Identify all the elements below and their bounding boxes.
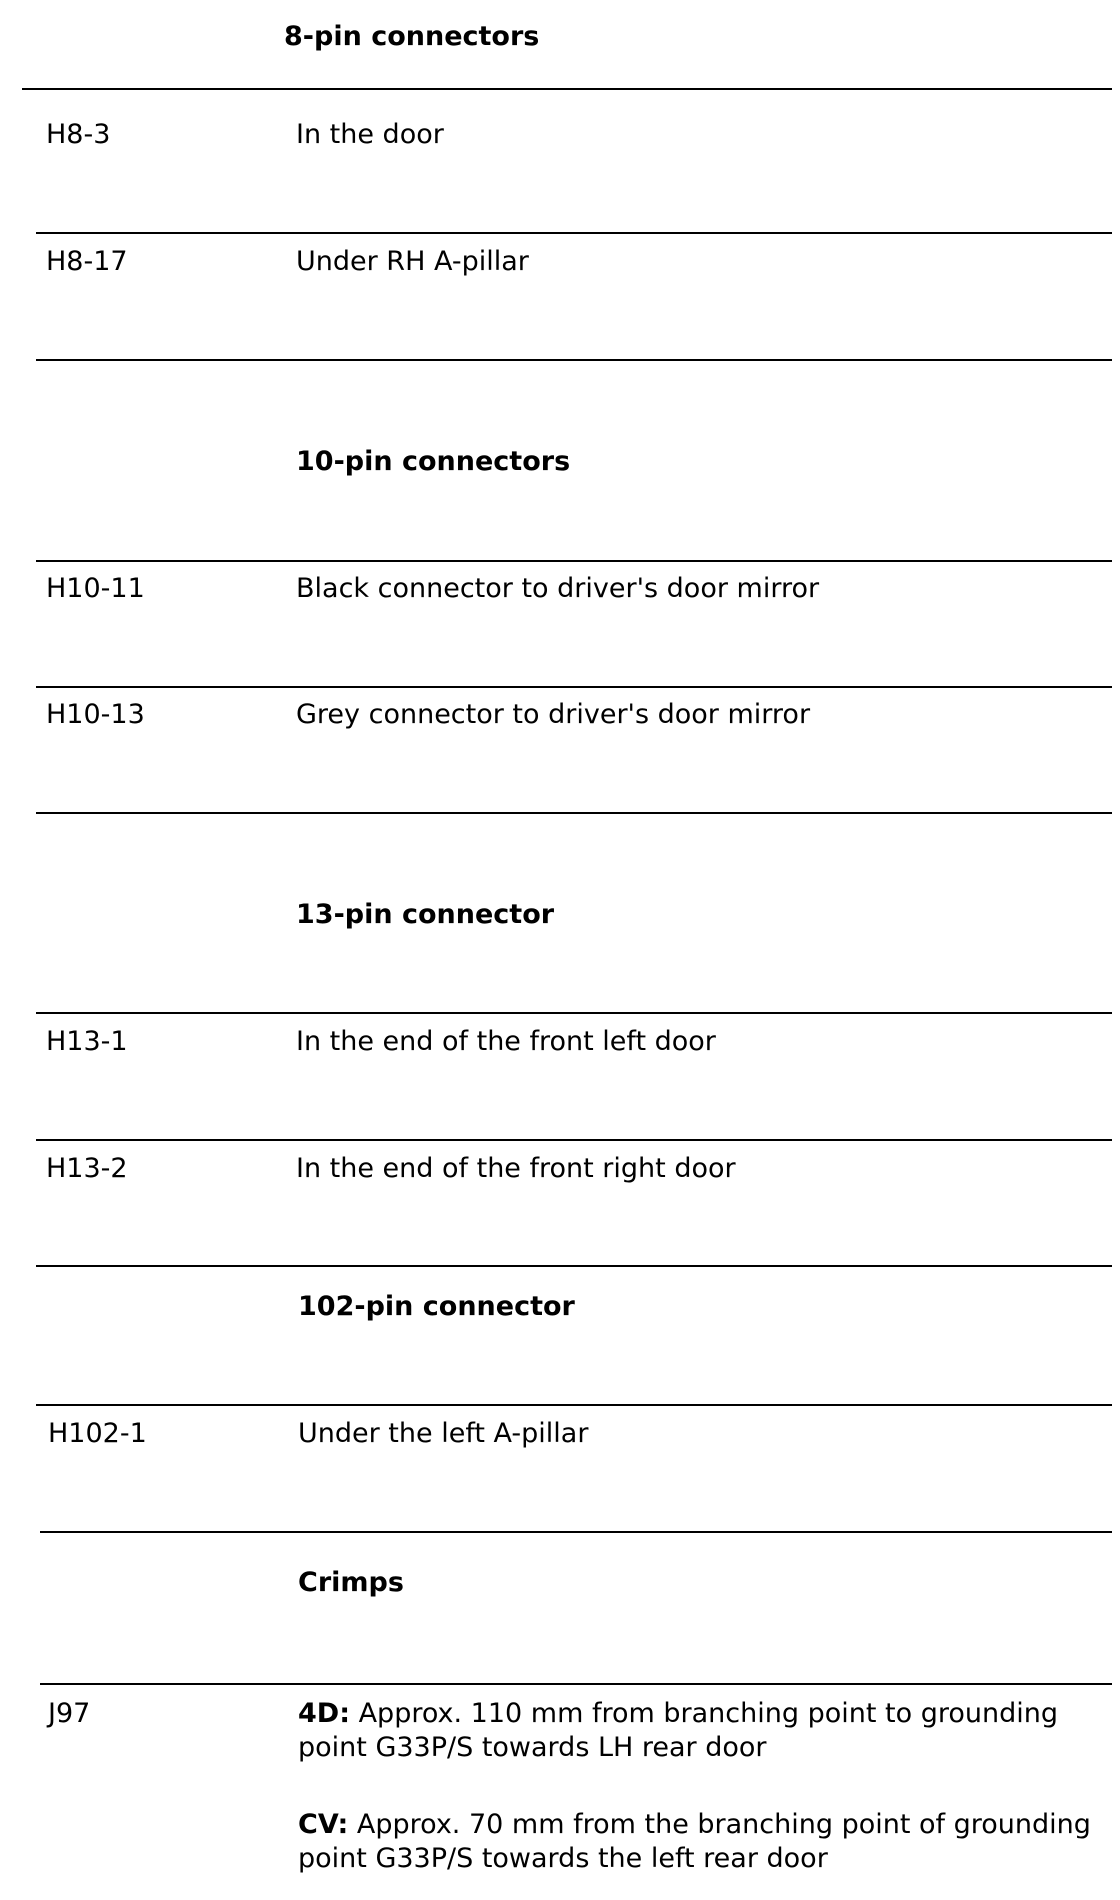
table-divider bbox=[36, 812, 1112, 814]
connector-code: H10-11 bbox=[46, 573, 145, 604]
table-divider bbox=[36, 686, 1112, 688]
connector-code: H102-1 bbox=[48, 1418, 147, 1449]
connector-location: In the door bbox=[296, 119, 444, 150]
note-text: Approx. 110 mm from branching point to grounding point G33P/S towards LH rear door bbox=[298, 1698, 1058, 1763]
table-divider bbox=[36, 1139, 1112, 1141]
table-divider bbox=[36, 232, 1112, 234]
section-heading-crimps: Crimps bbox=[298, 1567, 404, 1598]
crimp-note-cv bbox=[298, 1808, 1120, 1876]
connector-code: H8-3 bbox=[46, 119, 111, 150]
section-heading-10-pin: 10-pin connectors bbox=[296, 446, 571, 477]
crimp-note-4d bbox=[298, 1697, 1120, 1765]
table-divider bbox=[40, 1531, 1112, 1533]
table-divider bbox=[22, 88, 1112, 90]
table-divider bbox=[36, 1265, 1112, 1267]
note-text: Approx. 70 mm from the branching point of grounding point G33P/S towards the left rear door bbox=[298, 1809, 1091, 1874]
table-divider bbox=[36, 560, 1112, 562]
note-label: CV: bbox=[298, 1809, 349, 1840]
note-label: 4D: bbox=[298, 1698, 350, 1729]
connector-location: Grey connector to driver's door mirror bbox=[296, 699, 811, 730]
connector-location: In the end of the front right door bbox=[296, 1153, 736, 1184]
section-heading-8-pin: 8-pin connectors bbox=[284, 21, 540, 52]
crimp-code: J97 bbox=[48, 1698, 91, 1729]
table-divider bbox=[40, 1683, 1112, 1685]
connector-code: H13-1 bbox=[46, 1026, 128, 1057]
connector-location: Black connector to driver's door mirror bbox=[296, 573, 820, 604]
connector-location: In the end of the front left door bbox=[296, 1026, 716, 1057]
connector-code: H8-17 bbox=[46, 246, 128, 277]
table-divider bbox=[36, 1404, 1112, 1406]
connector-code: H13-2 bbox=[46, 1153, 128, 1184]
connector-location: Under the left A-pillar bbox=[298, 1418, 589, 1449]
section-heading-102-pin: 102-pin connector bbox=[298, 1291, 575, 1322]
table-divider bbox=[36, 1012, 1112, 1014]
table-divider bbox=[36, 359, 1112, 361]
connector-location: Under RH A-pillar bbox=[296, 246, 529, 277]
connector-code: H10-13 bbox=[46, 699, 145, 730]
section-heading-13-pin: 13-pin connector bbox=[296, 899, 555, 930]
